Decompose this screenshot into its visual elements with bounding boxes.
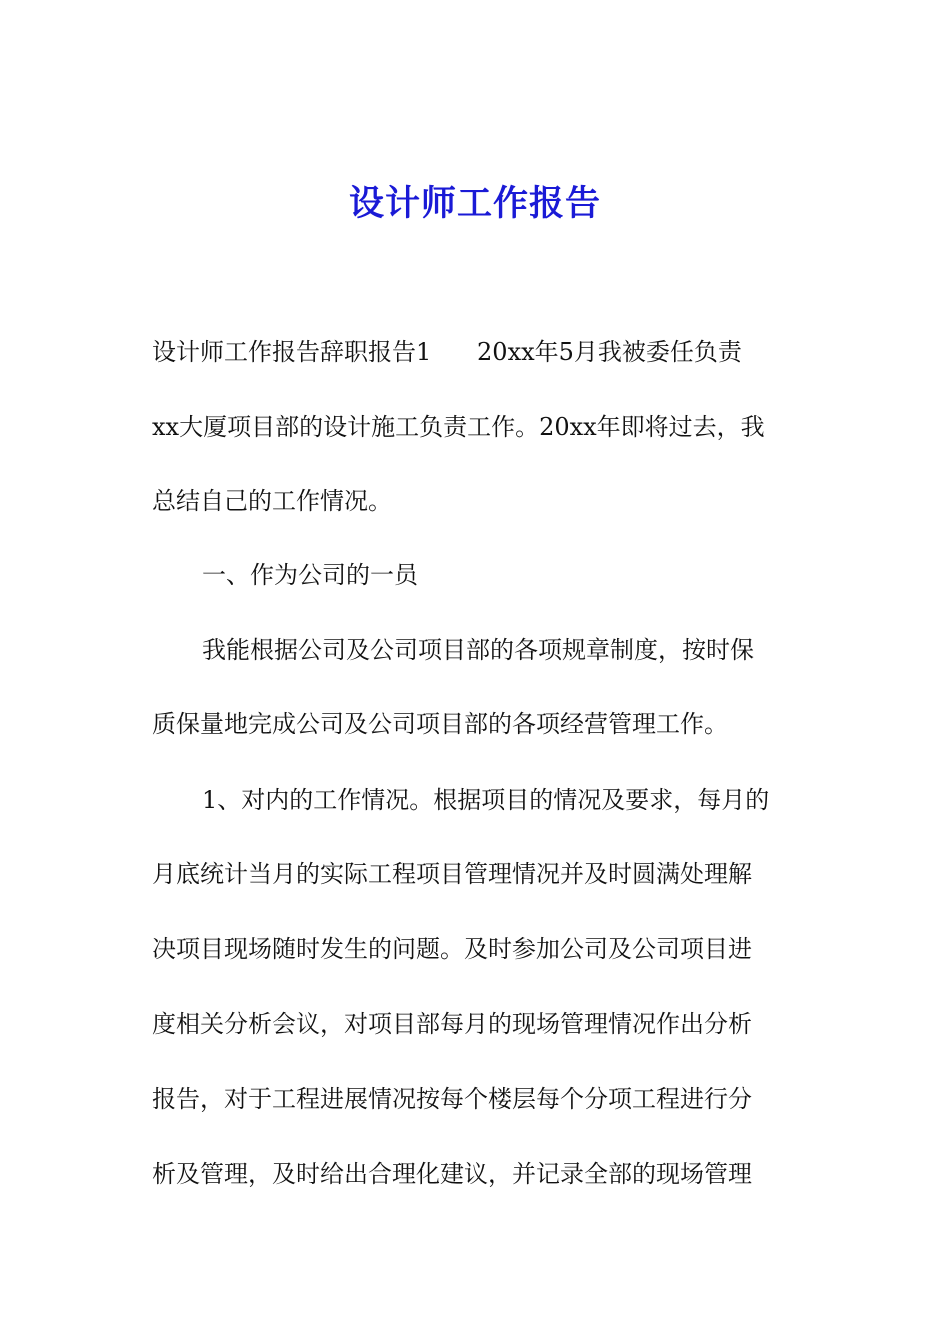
- paragraph-line: 设计师工作报告辞职报告1 20xx年5月我被委任负责: [152, 338, 742, 366]
- paragraph-line: 度相关分析会议，对项目部每月的现场管理情况作出分析: [152, 1010, 752, 1038]
- section-heading: 一、作为公司的一员: [202, 561, 418, 589]
- paragraph-line: 1、对内的工作情况。根据项目的情况及要求，每月的: [202, 786, 770, 814]
- paragraph-line: 质保量地完成公司及公司项目部的各项经营管理工作。: [152, 710, 728, 738]
- paragraph-line: 总结自己的工作情况。: [152, 487, 392, 515]
- document-title: 设计师工作报告: [348, 183, 601, 224]
- paragraph-line: 报告，对于工程进展情况按每个楼层每个分项工程进行分: [152, 1085, 752, 1113]
- paragraph-line: 析及管理，及时给出合理化建议，并记录全部的现场管理: [152, 1160, 752, 1188]
- paragraph-line: 月底统计当月的实际工程项目管理情况并及时圆满处理解: [152, 860, 752, 888]
- paragraph-line: xx大厦项目部的设计施工负责工作。20xx年即将过去，我: [152, 413, 765, 441]
- paragraph-line: 决项目现场随时发生的问题。及时参加公司及公司项目进: [152, 935, 752, 963]
- paragraph-line: 我能根据公司及公司项目部的各项规章制度，按时保: [202, 636, 754, 664]
